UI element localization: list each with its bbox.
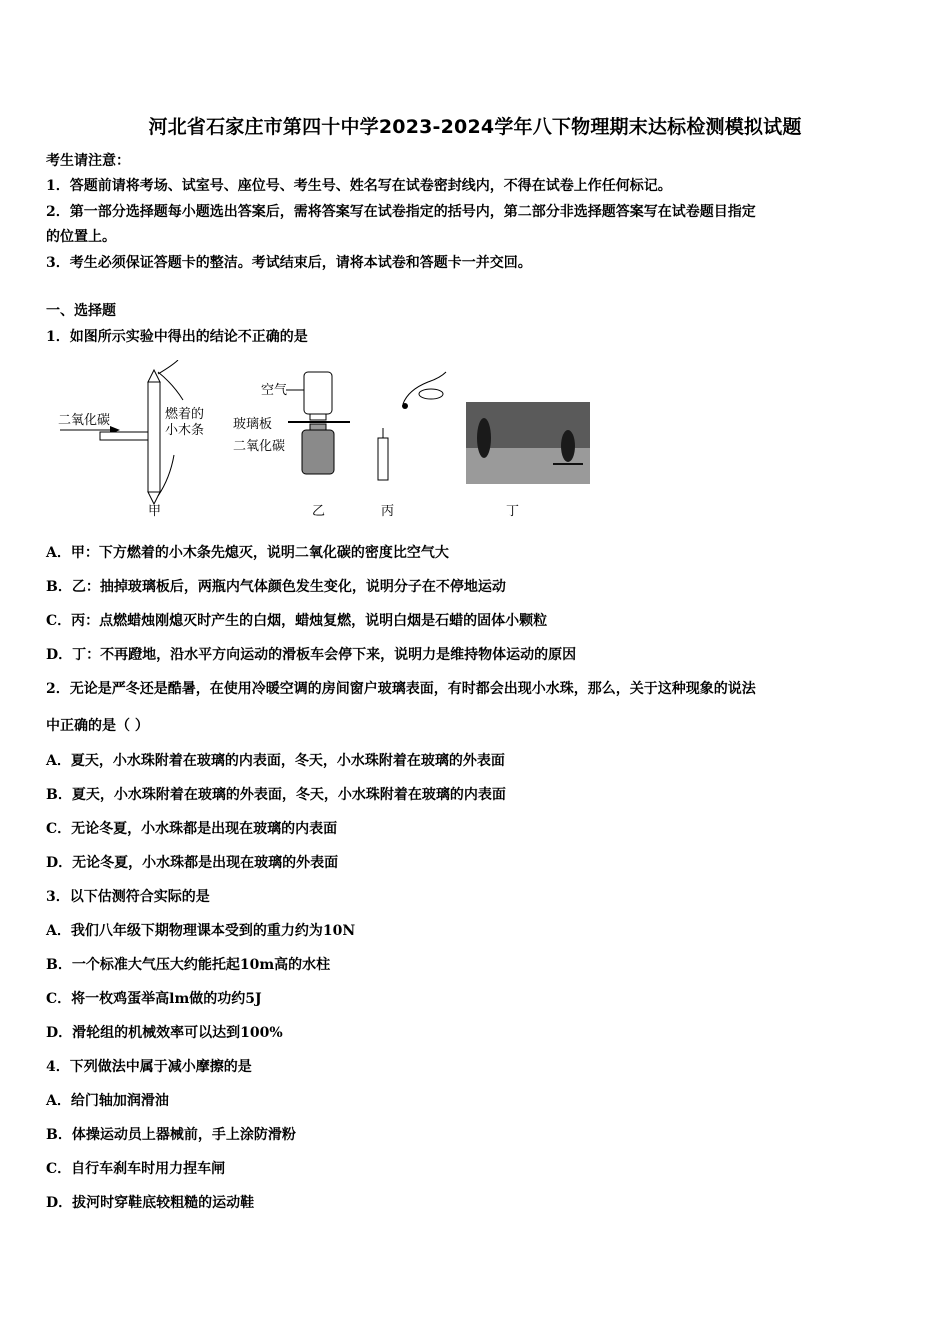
caption-yi: 乙 bbox=[312, 504, 326, 519]
caption-bing: 丙 bbox=[381, 504, 395, 519]
notice-item: 2．第一部分选择题每小题选出答案后，需将答案写在试卷指定的括号内，第二部分非选择题答案写在试卷题目指定 bbox=[46, 204, 756, 220]
label-glass-plate: 玻璃板 bbox=[233, 417, 273, 432]
page-title: 河北省石家庄市第四十中学2023-2024学年八下物理期末达标检测模拟试题 bbox=[148, 116, 802, 138]
label-co2-jia: 二氧化碳 bbox=[58, 413, 111, 428]
section-heading: 一、选择题 bbox=[46, 303, 116, 319]
notice-item: 的位置上。 bbox=[46, 229, 116, 245]
option: B．体操运动员上器械前，手上涂防滑粉 bbox=[46, 1127, 296, 1143]
option: D．拔河时穿鞋底较粗糙的运动鞋 bbox=[46, 1195, 255, 1211]
option: C．无论冬夏，小水珠都是出现在玻璃的内表面 bbox=[46, 821, 338, 837]
option: D．丁：不再蹬地，沿水平方向运动的滑板车会停下来，说明力是维持物体运动的原因 bbox=[46, 647, 577, 663]
option: D．滑轮组的机械效率可以达到100% bbox=[46, 1025, 283, 1041]
figure-ding bbox=[466, 402, 590, 519]
option: A．给门轴加润滑油 bbox=[46, 1093, 169, 1109]
option: A．我们八年级下期物理课本受到的重力约为10N bbox=[46, 923, 356, 939]
label-burning-stick: 小木条 bbox=[165, 423, 205, 438]
option: B．乙：抽掉玻璃板后，两瓶内气体颜色发生变化，说明分子在不停地运动 bbox=[46, 579, 506, 595]
option: D．无论冬夏，小水珠都是出现在玻璃的外表面 bbox=[46, 855, 339, 871]
label-co2-yi: 二氧化碳 bbox=[233, 439, 286, 454]
option: B．一个标准大气压大约能托起10m高的水柱 bbox=[46, 957, 331, 973]
figure-jia bbox=[58, 360, 204, 519]
label-burning-stick: 燃着的 bbox=[165, 407, 205, 422]
option: C．丙：点燃蜡烛刚熄灭时产生的白烟，蜡烛复燃，说明白烟是石蜡的固体小颗粒 bbox=[46, 613, 548, 629]
option: A．夏天，小水珠附着在玻璃的内表面，冬天，小水珠附着在玻璃的外表面 bbox=[46, 753, 505, 769]
notice-item: 1．答题前请将考场、试室号、座位号、考生号、姓名写在试卷密封线内，不得在试卷上作任何标记。 bbox=[46, 178, 672, 194]
question-stem: 1．如图所示实验中得出的结论不正确的是 bbox=[46, 329, 308, 345]
figure-bing bbox=[378, 372, 446, 519]
question-stem: 中正确的是（ ） bbox=[46, 718, 149, 734]
question-stem: 3．以下估测符合实际的是 bbox=[46, 889, 210, 905]
notice-heading: 考生请注意： bbox=[46, 153, 130, 169]
notice-item: 3．考生必须保证答题卡的整洁。考试结束后，请将本试卷和答题卡一并交回。 bbox=[46, 255, 532, 271]
option: C．自行车刹车时用力捏车闸 bbox=[46, 1161, 226, 1177]
option: C．将一枚鸡蛋举高lm做的功约5J bbox=[46, 991, 262, 1007]
option: B．夏天，小水珠附着在玻璃的外表面，冬天，小水珠附着在玻璃的内表面 bbox=[46, 787, 506, 803]
caption-ding: 丁 bbox=[506, 504, 520, 519]
option: A．甲：下方燃着的小木条先熄灭，说明二氧化碳的密度比空气大 bbox=[46, 545, 449, 561]
figure-yi bbox=[233, 372, 350, 519]
question-stem: 4．下列做法中属于减小摩擦的是 bbox=[46, 1059, 252, 1075]
caption-jia: 甲 bbox=[148, 504, 162, 519]
question-stem: 2．无论是严冬还是酷暑，在使用冷暖空调的房间窗户玻璃表面，有时都会出现小水珠，那么，关于这种现象的说法 bbox=[46, 681, 756, 697]
label-air: 空气 bbox=[261, 383, 288, 398]
experiment-figure bbox=[48, 360, 608, 525]
